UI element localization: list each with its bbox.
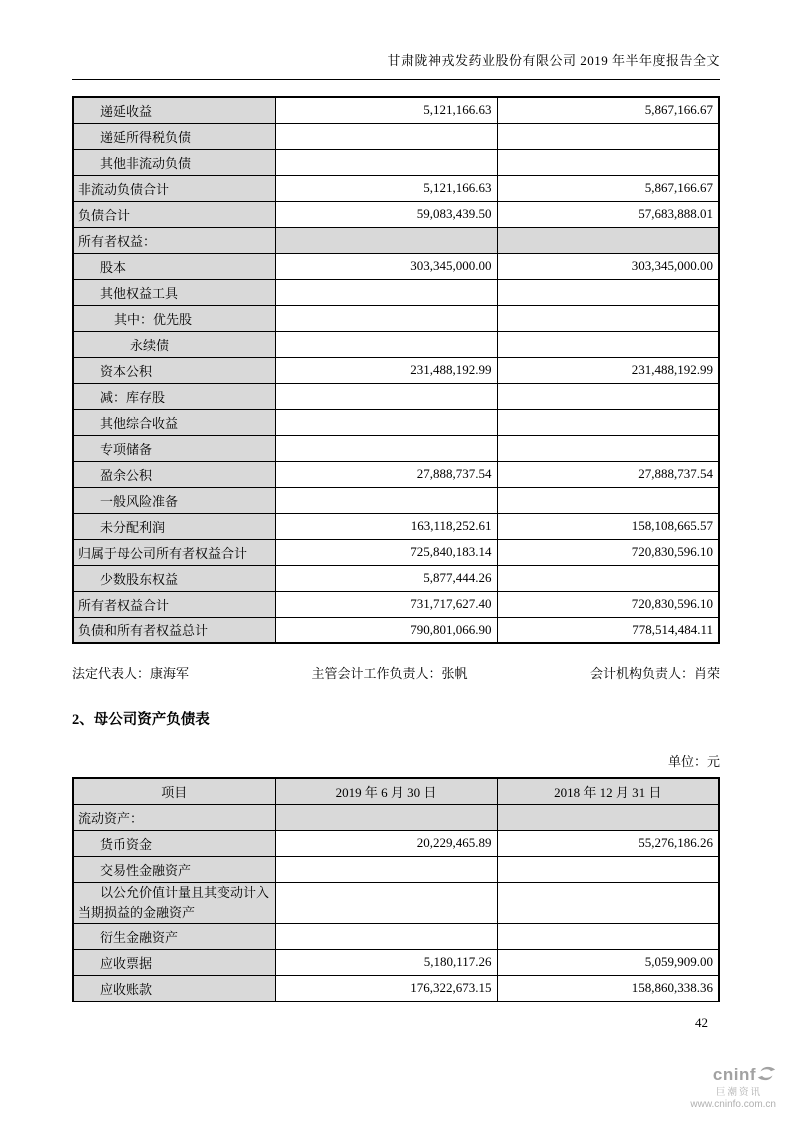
row-value: 778,514,484.11: [497, 617, 719, 643]
accounting-org-head: 会计机构负责人：肖荣: [589, 666, 720, 681]
row-value: [275, 487, 497, 513]
row-label: 其他非流动负债: [73, 149, 275, 175]
row-value: [275, 856, 497, 882]
table-row: [73, 923, 719, 949]
row-value: [497, 305, 719, 331]
row-value: [497, 923, 719, 949]
row-value: [497, 882, 719, 923]
row-value: [275, 123, 497, 149]
section-title: 2、母公司资产负债表: [72, 712, 210, 728]
cninfo-url: www.cninfo.com.cn: [690, 1099, 776, 1110]
table-row: [73, 331, 719, 357]
header-divider: [72, 79, 720, 80]
row-value: [497, 279, 719, 305]
row-label: 递延收益: [73, 97, 275, 123]
row-value: [275, 804, 497, 830]
cninfo-brand-text: cninf: [712, 1065, 756, 1085]
row-label: 股本: [73, 253, 275, 279]
row-value: 303,345,000.00: [497, 253, 719, 279]
table-row: [73, 804, 719, 830]
column-header: 2018 年 12 月 31 日: [497, 778, 719, 804]
row-value: 5,121,166.63: [275, 97, 497, 123]
table-row: [73, 149, 719, 175]
row-value: 176,322,673.15: [275, 975, 497, 1001]
table-row: [73, 830, 719, 856]
row-value: [497, 856, 719, 882]
row-label: 未分配利润: [73, 513, 275, 539]
table-row: [73, 253, 719, 279]
row-value: 5,059,909.00: [497, 949, 719, 975]
row-label: 以公允价值计量且其变动计入当期损益的金融资产: [73, 882, 275, 923]
row-value: 231,488,192.99: [275, 357, 497, 383]
row-label: 应收票据: [73, 949, 275, 975]
row-value: [275, 435, 497, 461]
row-value: [497, 383, 719, 409]
row-value: 55,276,186.26: [497, 830, 719, 856]
table-row: [73, 856, 719, 882]
cninfo-swirl-icon: [757, 1064, 776, 1088]
row-value: 720,830,596.10: [497, 591, 719, 617]
row-value: 720,830,596.10: [497, 539, 719, 565]
row-value: [275, 227, 497, 253]
row-value: 20,229,465.89: [275, 830, 497, 856]
row-value: 790,801,066.90: [275, 617, 497, 643]
table-row: [73, 383, 719, 409]
table-row: [73, 123, 719, 149]
row-label: 其他权益工具: [73, 279, 275, 305]
table-row: [73, 617, 719, 643]
row-value: [275, 923, 497, 949]
table-row: [73, 97, 719, 123]
row-value: 163,118,252.61: [275, 513, 497, 539]
row-value: 158,108,665.57: [497, 513, 719, 539]
page-number: 42: [695, 1014, 708, 1030]
table-row: [73, 357, 719, 383]
row-label: 资本公积: [73, 357, 275, 383]
row-value: [497, 409, 719, 435]
table-row: [73, 591, 719, 617]
row-label: 交易性金融资产: [73, 856, 275, 882]
table-row: [73, 975, 719, 1001]
row-label: 所有者权益：: [73, 227, 275, 253]
row-value: [275, 279, 497, 305]
row-value: 59,083,439.50: [275, 201, 497, 227]
row-label: 负债和所有者权益总计: [73, 617, 275, 643]
table-row: [73, 175, 719, 201]
row-label: 其他综合收益: [73, 409, 275, 435]
row-value: [275, 383, 497, 409]
row-value: [497, 565, 719, 591]
row-value: 731,717,627.40: [275, 591, 497, 617]
row-value: [275, 882, 497, 923]
row-value: 303,345,000.00: [275, 253, 497, 279]
row-label: 递延所得税负债: [73, 123, 275, 149]
row-label: 盈余公积: [73, 461, 275, 487]
row-value: [497, 804, 719, 830]
cninfo-cn-name: 巨潮资讯: [715, 1086, 762, 1098]
row-value: 5,877,444.26: [275, 565, 497, 591]
row-label: 减：库存股: [73, 383, 275, 409]
row-value: [275, 331, 497, 357]
row-value: 5,180,117.26: [275, 949, 497, 975]
row-value: [275, 305, 497, 331]
row-value: 231,488,192.99: [497, 357, 719, 383]
table-header-row: [73, 778, 719, 804]
unit-label: 单位：元: [667, 754, 720, 769]
table-row: [73, 949, 719, 975]
row-label: 非流动负债合计: [73, 175, 275, 201]
row-value: [275, 409, 497, 435]
table-row: [73, 461, 719, 487]
table-row: [73, 279, 719, 305]
row-value: [497, 227, 719, 253]
signatory-line: [72, 663, 720, 682]
row-value: [497, 331, 719, 357]
column-header: 项目: [73, 778, 275, 804]
row-value: [497, 149, 719, 175]
row-label: 归属于母公司所有者权益合计: [73, 539, 275, 565]
table-row: [73, 565, 719, 591]
consolidated-balance-sheet-table: [72, 96, 720, 644]
row-label: 永续债: [73, 331, 275, 357]
row-value: 5,867,166.67: [497, 97, 719, 123]
row-label: 所有者权益合计: [73, 591, 275, 617]
row-label: 货币资金: [73, 830, 275, 856]
table-row: [73, 487, 719, 513]
row-label: 流动资产：: [73, 804, 275, 830]
row-label: 专项储备: [73, 435, 275, 461]
table-row: [73, 201, 719, 227]
row-label: 衍生金融资产: [73, 923, 275, 949]
row-value: 5,121,166.63: [275, 175, 497, 201]
row-value: 27,888,737.54: [275, 461, 497, 487]
table-row: [73, 409, 719, 435]
row-label: 少数股东权益: [73, 565, 275, 591]
column-header: 2019 年 6 月 30 日: [275, 778, 497, 804]
row-label: 负债合计: [73, 201, 275, 227]
table-row: [73, 539, 719, 565]
table-row: [73, 882, 719, 923]
row-label: 应收账款: [73, 975, 275, 1001]
row-value: 57,683,888.01: [497, 201, 719, 227]
page-header: 甘肃陇神戎发药业股份有限公司 2019 年半年度报告全文: [387, 53, 720, 68]
table-row: [73, 227, 719, 253]
row-value: [497, 123, 719, 149]
table-row: [73, 305, 719, 331]
row-value: 27,888,737.54: [497, 461, 719, 487]
row-value: 5,867,166.67: [497, 175, 719, 201]
table-row: [73, 513, 719, 539]
row-value: [497, 487, 719, 513]
row-label: 一般风险准备: [73, 487, 275, 513]
parent-balance-sheet-table: [72, 777, 720, 1002]
table-row: [73, 435, 719, 461]
row-value: 158,860,338.36: [497, 975, 719, 1001]
row-value: [497, 435, 719, 461]
cninfo-logo: [690, 1064, 776, 1110]
legal-representative: 法定代表人：康海军: [72, 666, 190, 681]
accounting-head: 主管会计工作负责人：张帆: [311, 666, 468, 681]
row-value: [275, 149, 497, 175]
row-value: 725,840,183.14: [275, 539, 497, 565]
row-label: 其中：优先股: [73, 305, 275, 331]
